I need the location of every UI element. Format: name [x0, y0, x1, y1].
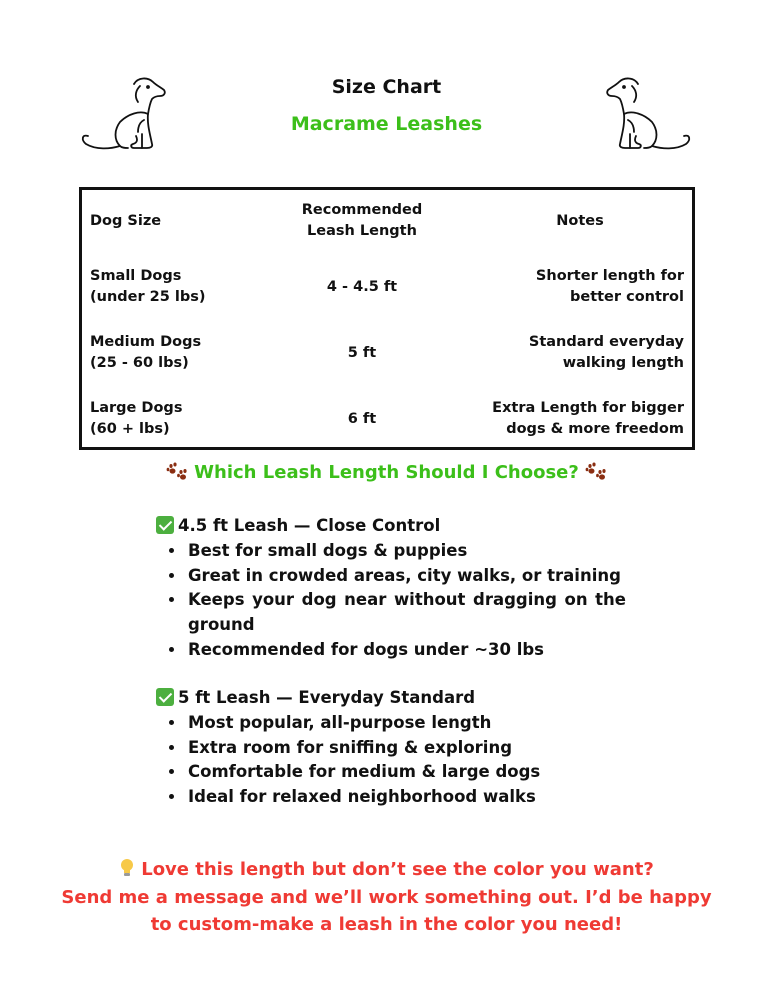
row-length: 4 - 4.5 ft	[326, 279, 398, 295]
paw-prints-icon	[585, 462, 607, 480]
option-title-text: 4.5 ft Leash — Close Control	[178, 515, 441, 535]
footer-line-1-text: Love this length but don’t see the color you want?	[141, 859, 654, 880]
option-4-5ft	[156, 513, 626, 663]
list-item: • Ideal for relaxed neighborhood walks	[186, 785, 626, 810]
row-size-label: Medium Dogs	[90, 334, 202, 350]
list-item: • Most popular, all-purpose length	[186, 711, 626, 736]
row-notes-line1: Standard everyday	[528, 334, 684, 350]
row-notes	[464, 398, 684, 440]
footer-line-2: Send me a message and we’ll work something out. I’d be happy	[61, 886, 712, 908]
table-row-size	[90, 398, 290, 440]
row-notes-line2: better control	[569, 289, 684, 305]
header-dog-size: Dog Size	[90, 213, 162, 229]
list-item: • Comfortable for medium & large dogs	[186, 760, 626, 785]
row-size-range: (25 - 60 lbs)	[90, 355, 189, 371]
row-notes-line2: dogs & more freedom	[506, 421, 684, 437]
row-size-range: (under 25 lbs)	[90, 289, 206, 305]
list-item: • Recommended for dogs under ~30 lbs	[186, 638, 626, 663]
paw-prints-icon	[166, 462, 188, 480]
custom-order-message	[0, 856, 773, 939]
option-5ft	[156, 685, 626, 810]
header-length-line2: Leash Length	[307, 223, 417, 239]
row-notes	[464, 266, 684, 308]
option-title-text: 5 ft Leash — Everyday Standard	[178, 687, 476, 707]
header-length-line1: Recommended	[301, 202, 423, 218]
table-row-size	[90, 266, 290, 308]
list-item: • Extra room for sniffing & exploring	[186, 736, 626, 761]
footer-line-3: to custom-make a leash in the color you need!	[150, 914, 623, 935]
check-mark-icon	[156, 688, 174, 706]
light-bulb-icon	[119, 858, 135, 878]
option-bullets	[156, 539, 626, 663]
row-size-range: (60 + lbs)	[90, 421, 170, 437]
footer-line-1	[0, 856, 773, 884]
row-notes	[464, 332, 684, 374]
list-item: • Keeps your dog near without dragging on the ground	[186, 588, 626, 637]
row-notes-line2: walking length	[562, 355, 684, 371]
header-recommended-length	[272, 200, 452, 242]
size-chart-table	[79, 187, 695, 450]
row-length: 6 ft	[347, 411, 377, 427]
list-item: • Great in crowded areas, city walks, or training	[186, 564, 626, 589]
page-subtitle: Macrame Leashes	[290, 113, 483, 135]
row-notes-line1: Extra Length for bigger	[492, 400, 684, 416]
row-notes-line1: Shorter length for	[535, 268, 684, 284]
list-item: • Best for small dogs & puppies	[186, 539, 626, 564]
page-title: Size Chart	[331, 76, 442, 98]
check-mark-icon	[156, 516, 174, 534]
option-title	[156, 513, 626, 537]
option-bullets	[156, 711, 626, 810]
header-notes: Notes	[556, 213, 604, 229]
table-row-size	[90, 332, 290, 374]
row-size-label: Small Dogs	[90, 268, 182, 284]
row-size-label: Large Dogs	[90, 400, 183, 416]
row-length: 5 ft	[347, 345, 377, 361]
option-title	[156, 685, 626, 709]
guide-heading-text: Which Leash Length Should I Choose?	[194, 462, 579, 483]
guide-heading	[0, 462, 773, 483]
